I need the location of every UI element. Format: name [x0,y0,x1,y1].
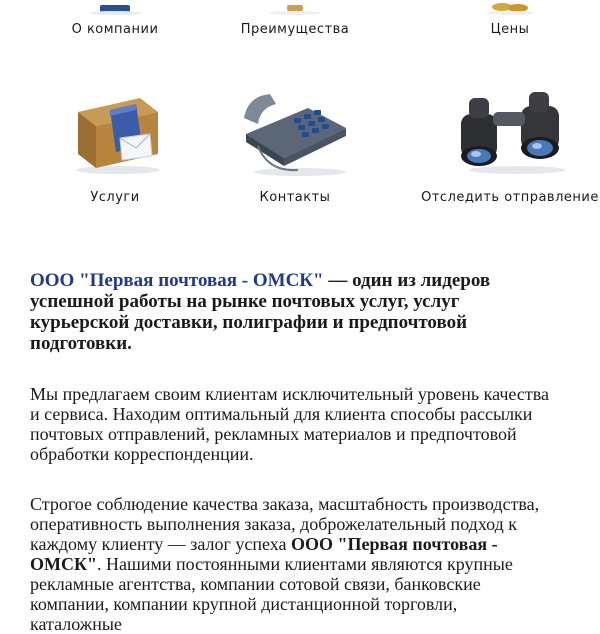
paragraph-quality [30,494,550,634]
lead-text: — один из лидеров успешной работы на рынке почтовых услуг, услуг курьерской доставки, полиграфии и предпочтовой подготовки. [30,270,491,354]
binoculars-icon [455,90,575,175]
prices-icon [480,0,540,12]
advantages-icon [265,0,325,10]
nav-label-contacts: Контакты [259,190,331,205]
parcel-box-icon [70,90,165,175]
main-content [30,270,550,634]
nav-row-bottom [0,80,600,210]
company-icon [85,0,145,10]
telephone-icon [238,88,353,178]
nav-label-prices: Цены [490,22,530,37]
nav-label-about: О компании [71,22,159,37]
nav-item-about[interactable] [40,0,190,45]
nav-item-prices[interactable] [435,0,585,45]
lead-paragraph [30,270,550,354]
paragraph-quality-end: . Нашими постоянными клиентами являются крупные рекламные агентства, компании сотовой связи, банковские компании, компании крупной дистанционной торговли, каталожные [30,554,513,634]
nav-item-services[interactable] [40,80,190,210]
nav-label-advantages: Преимущества [240,22,350,37]
nav-item-advantages[interactable] [220,0,370,45]
nav-label-services: Услуги [90,190,140,205]
company-name: ООО "Первая почтовая - ОМСК" [30,270,324,291]
paragraph-quality-start: Строгое соблюдение качества заказа, масштабность производства, оперативность выполнения заказа, доброжелательный подход к каждому клиенту — залог успеха [30,494,540,554]
nav-item-contacts[interactable] [220,80,370,210]
company-name-inline: ООО "Первая почтовая - ОМСК" [30,534,498,574]
nav-item-tracking[interactable] [420,80,600,210]
nav-row-top [0,0,600,45]
nav-label-tracking: Отследить отправление [421,190,599,205]
paragraph-services: Мы предлагаем своим клиентам исключительный уровень качества и сервиса. Находим оптимальный для клиента способы рассылки почтовых отправлений, рекламных материалов и предпочтовой обработки корреспонденции. [30,384,549,464]
